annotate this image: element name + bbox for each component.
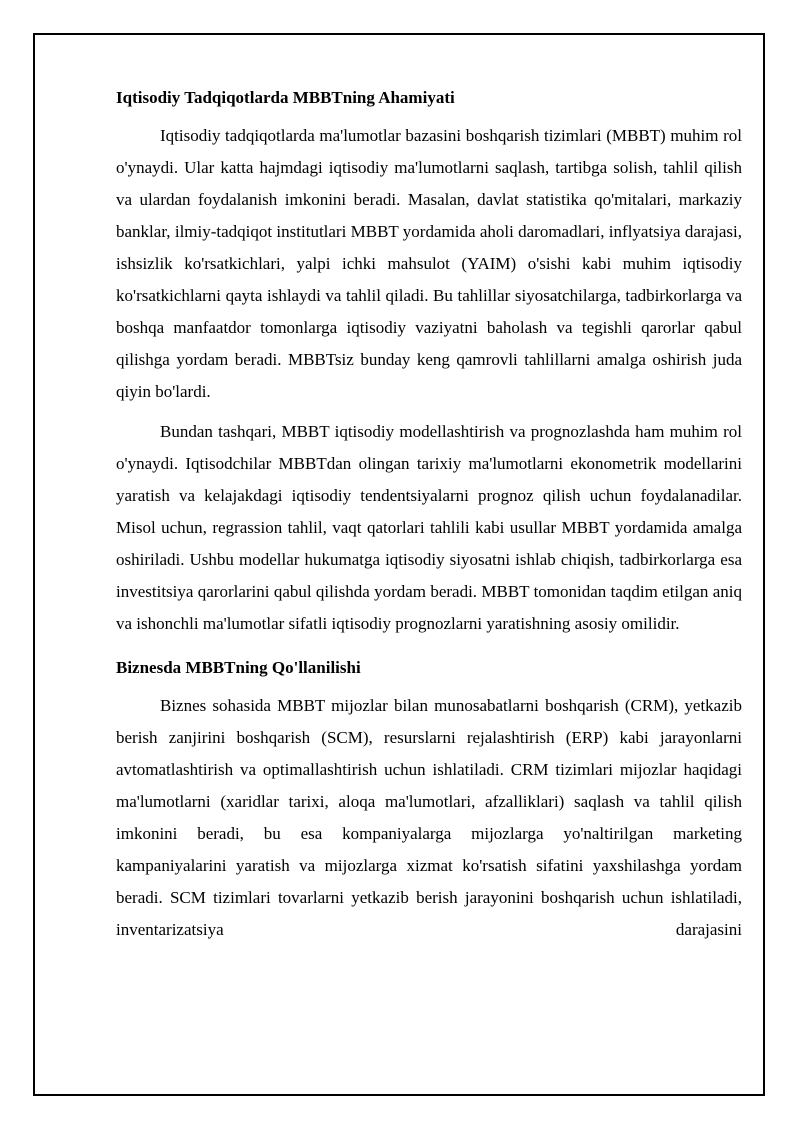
paragraph-economic-research-1: Iqtisodiy tadqiqotlarda ma'lumotlar bazasini boshqarish tizimlari (MBBT) muhim rol o'ynaydi. Ular katta hajmdagi iqtisodiy ma'lumotlarni saqlash, tartibga solish, tahlil qilish va ulardan foydalanish imkonini beradi. Masalan, davlat statistika qo'mitalari, markaziy banklar, ilmiy-tadqiqot institutlari MBBT yordamida aholi daromadlari, inflyatsiya darajasi, ishsizlik ko'rsatkichlari, yalpi ichki mahsulot (YAIM) o'sishi kabi muhim iqtisodiy ko'rsatkichlarni qayta ishlaydi va tahlil qiladi. Bu tahlillar siyosatchilarga, tadbirkorlarga va boshqa manfaatdor tomonlarga iqtisodiy vaziyatni baholash va tegishli qarorlar qabul qilishga yordam beradi. MBBTsiz bunday keng qamrovli tahlillarni amalga oshirish juda qiyin bo'lardi. — [116, 126, 742, 401]
paragraph-economic-research-2: Bundan tashqari, MBBT iqtisodiy modellashtirish va prognozlashda ham muhim rol o'ynaydi. Iqtisodchilar MBBTdan olingan tarixiy ma'lumotlarni ekonometrik modellarini yaratish va kelajakdagi iqtisodiy tendentsiyalarni prognoz qilish uchun foydalanadilar. Misol uchun, regrassion tahlil, vaqt qatorlari tahlili kabi usullar MBBT yordamida amalga oshiriladi. Ushbu modellar hukumatga iqtisodiy siyosatni ishlab chiqish, tadbirkorlarga esa investitsiya qarorlarini qabul qilishda yordam beradi. MBBT tomonidan taqdim etilgan aniq va ishonchli ma'lumotlar sifatli iqtisodiy prognozlarni yaratishning asosiy omilidir. — [116, 422, 742, 633]
document-body — [116, 84, 742, 954]
section-heading-business: Biznesda MBBTning Qo'llanilishi — [116, 658, 361, 677]
paragraph-business-1: Biznes sohasida MBBT mijozlar bilan munosabatlarni boshqarish (CRM), yetkazib berish zanjirini boshqarish (SCM), resurslarni rejalashtirish (ERP) kabi jarayonlarni avtomatlashtirish va optimallashtirish uchun ishlatiladi. CRM tizimlari mijozlar haqidagi ma'lumotlarni (xaridlar tarixi, aloqa ma'lumotlari, afzalliklari) saqlash va tahlil qilish imkonini beradi, bu esa kompaniyalarga mijozlarga yo'naltirilgan marketing kampaniyalarini yaratish va mijozlarga xizmat ko'rsatish sifatini yaxshilashga yordam beradi. SCM tizimlari tovarlarni yetkazib berish jarayonini boshqarish uchun ishlatiladi, inventarizatsiya darajasini — [116, 696, 742, 939]
section-heading-economic-research: Iqtisodiy Tadqiqotlarda MBBTning Ahamiyati — [116, 88, 455, 107]
